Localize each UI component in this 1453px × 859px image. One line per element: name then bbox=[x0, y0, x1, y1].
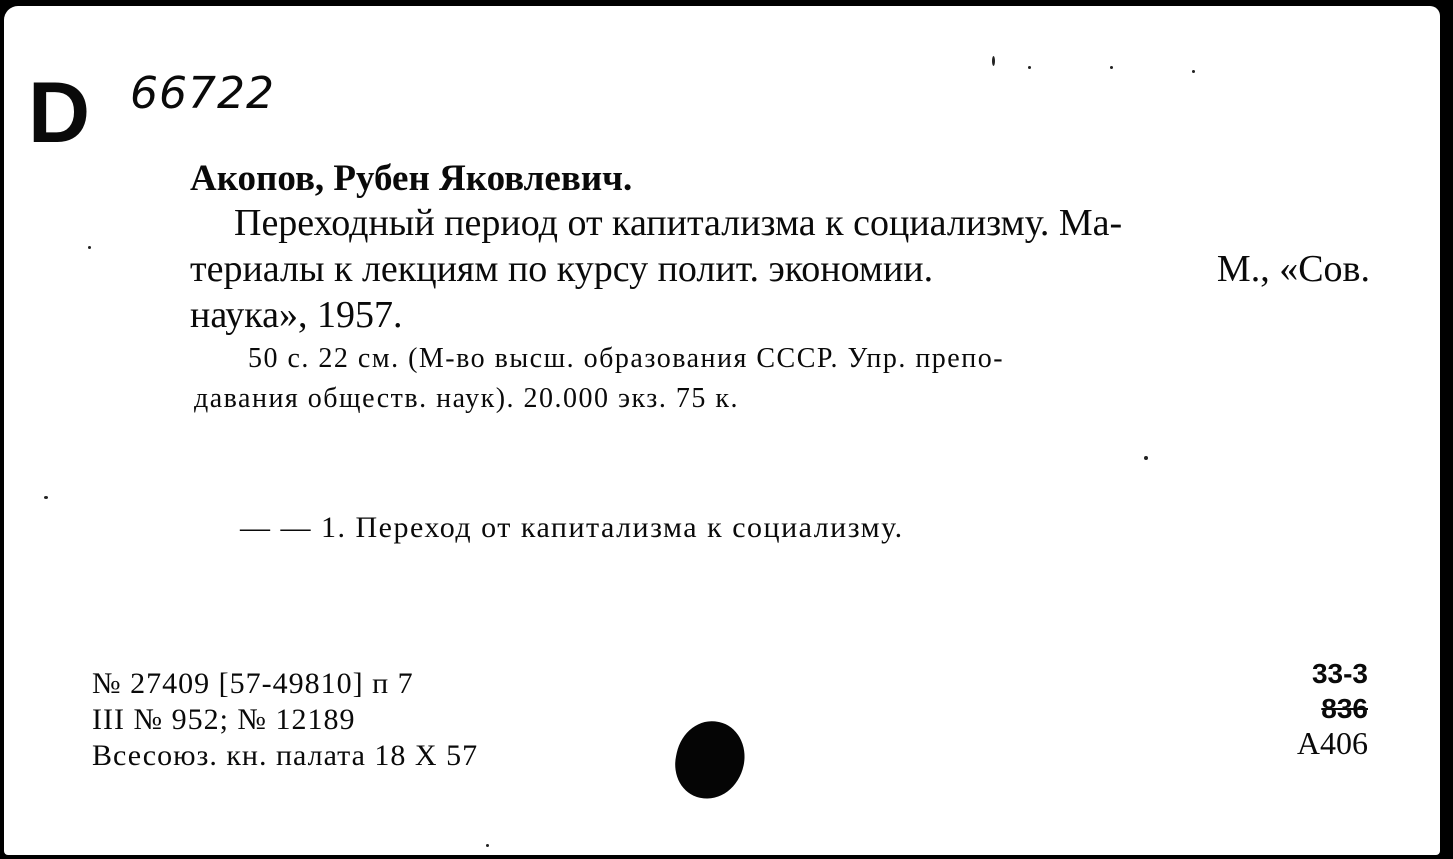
registration-line-3: Всесоюз. кн. палата 18 X 57 bbox=[92, 739, 479, 772]
ink-speck bbox=[992, 56, 995, 66]
ink-speck bbox=[1110, 66, 1113, 69]
registration-line-1: № 27409 [57-49810] п 7 bbox=[92, 667, 414, 700]
title-line-2-text: териалы к лекциям по курсу полит. экономии. bbox=[190, 248, 934, 290]
ink-speck bbox=[44, 496, 48, 499]
ink-speck bbox=[486, 844, 489, 847]
punch-hole bbox=[669, 715, 752, 805]
classification-line-2: 836 bbox=[1321, 693, 1368, 724]
registration-info bbox=[92, 666, 478, 774]
collation-line-2: давания обществ. наук). 20.000 экз. 75 к. bbox=[194, 383, 739, 414]
classification-codes bbox=[1297, 656, 1368, 761]
title-line-3: наука», 1957. bbox=[190, 294, 403, 336]
collection-stamp-letter: D bbox=[28, 65, 91, 161]
ink-speck bbox=[1192, 70, 1195, 73]
ink-speck bbox=[1144, 456, 1148, 460]
title-line-2 bbox=[190, 246, 1370, 292]
subject-heading: — — 1. Переход от капитализма к социализму. bbox=[240, 511, 904, 544]
handwritten-call-number: 66722 bbox=[130, 68, 275, 119]
classification-line-1: 33-3 bbox=[1311, 658, 1368, 689]
title-statement bbox=[190, 200, 1370, 338]
publisher-place: М., «Сов. bbox=[1216, 248, 1370, 290]
ink-speck bbox=[88, 246, 91, 249]
registration-line-2: III № 952; № 12189 bbox=[92, 703, 356, 736]
title-line-1: Переходный период от капитализма к социализму. Ма- bbox=[234, 202, 1123, 244]
collation-line-1: 50 с. 22 см. (М-во высш. образования СССР. Упр. препо- bbox=[248, 343, 1005, 374]
collation-note bbox=[194, 339, 1374, 419]
catalog-card bbox=[4, 6, 1440, 855]
classification-line-3: А406 bbox=[1296, 725, 1368, 761]
author-heading: Акопов, Рубен Яковлевич. bbox=[190, 158, 633, 199]
ink-speck bbox=[1028, 66, 1031, 69]
